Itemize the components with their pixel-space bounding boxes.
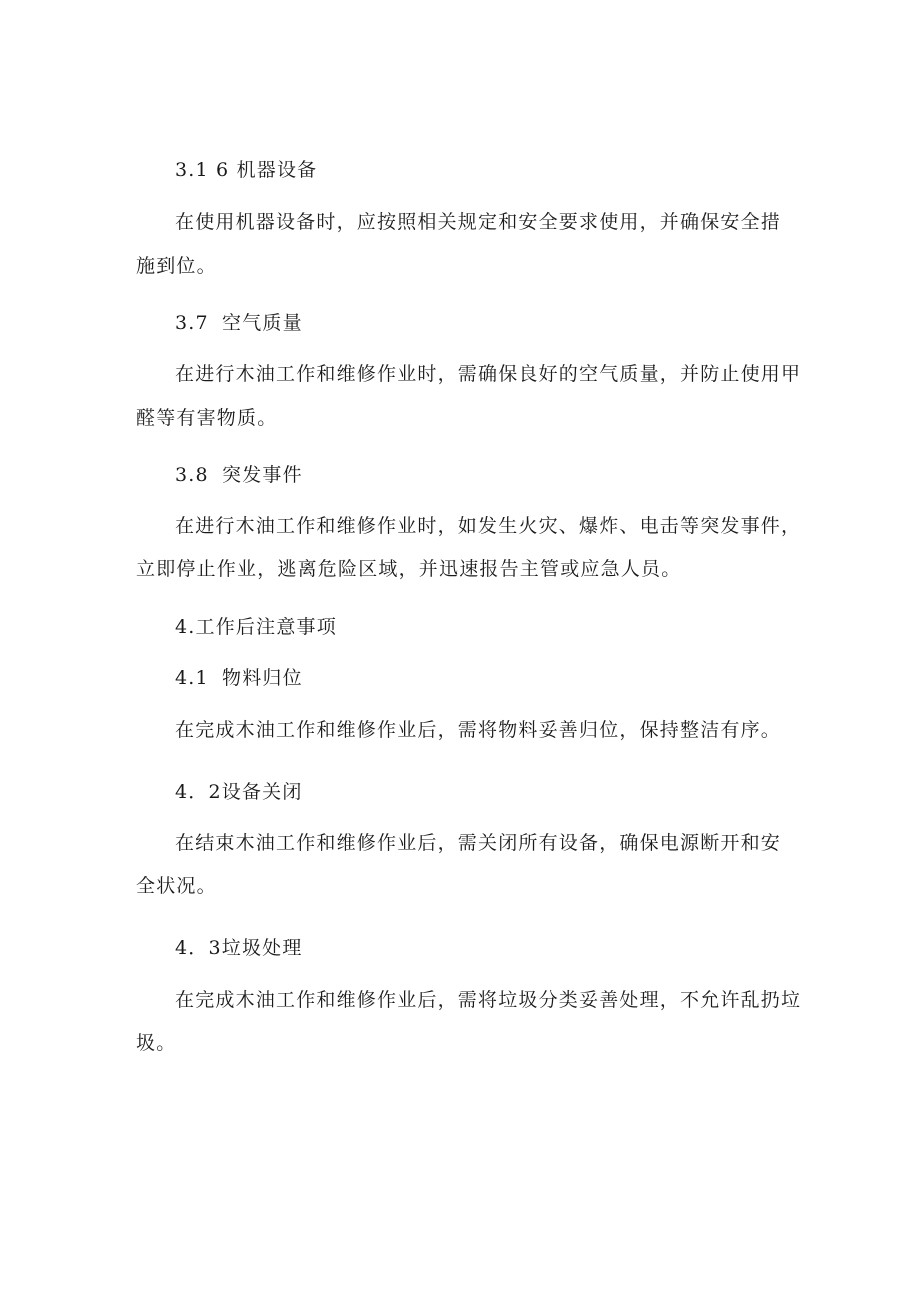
section-title: 物料归位 xyxy=(222,667,303,689)
section-title: 突发事件 xyxy=(222,464,303,486)
paragraph-3-16-line-2: 施到位。 xyxy=(136,255,217,277)
section-number: 4.1 xyxy=(175,667,209,689)
paragraph-3-16-line-1: 在使用机器设备时，应按照相关规定和安全要求使用，并确保安全措 xyxy=(175,211,782,233)
paragraph-4-2-line-1: 在结束木油工作和维修作业后，需关闭所有设备，确保电源断开和安 xyxy=(175,832,782,854)
section-number: 3.8 xyxy=(175,464,209,486)
section-heading-4-3: 4．3垃圾处理 xyxy=(175,937,303,959)
section-heading-4: 4.工作后注意事项 xyxy=(175,616,337,638)
section-title: 空气质量 xyxy=(222,312,303,334)
section-heading-4-1 xyxy=(175,666,303,690)
section-heading-3-7 xyxy=(175,311,303,335)
section-number: 3.7 xyxy=(175,312,209,334)
section-heading-4-2: 4．2设备关闭 xyxy=(175,781,303,803)
paragraph-4-3-line-1: 在完成木油工作和维修作业后，需将垃圾分类妥善处理，不允许乱扔垃 xyxy=(175,989,802,1011)
paragraph-4-1-line-1: 在完成木油工作和维修作业后，需将物料妥善归位，保持整洁有序。 xyxy=(175,719,782,741)
paragraph-4-3-line-2: 圾。 xyxy=(136,1032,177,1054)
paragraph-3-8-line-2: 立即停止作业，逃离危险区域，并迅速报告主管或应急人员。 xyxy=(136,558,682,580)
section-heading-3-8 xyxy=(175,463,303,487)
section-heading-3-16: 3.1 6 机器设备 xyxy=(175,159,318,181)
paragraph-4-2-line-2: 全状况。 xyxy=(136,875,217,897)
paragraph-3-8-line-1: 在进行木油工作和维修作业时，如发生火灾、爆炸、电击等突发事件， xyxy=(175,515,802,537)
paragraph-3-7-line-2: 醛等有害物质。 xyxy=(136,407,278,429)
paragraph-3-7-line-1: 在进行木油工作和维修作业时，需确保良好的空气质量，并防止使用甲 xyxy=(175,363,802,385)
